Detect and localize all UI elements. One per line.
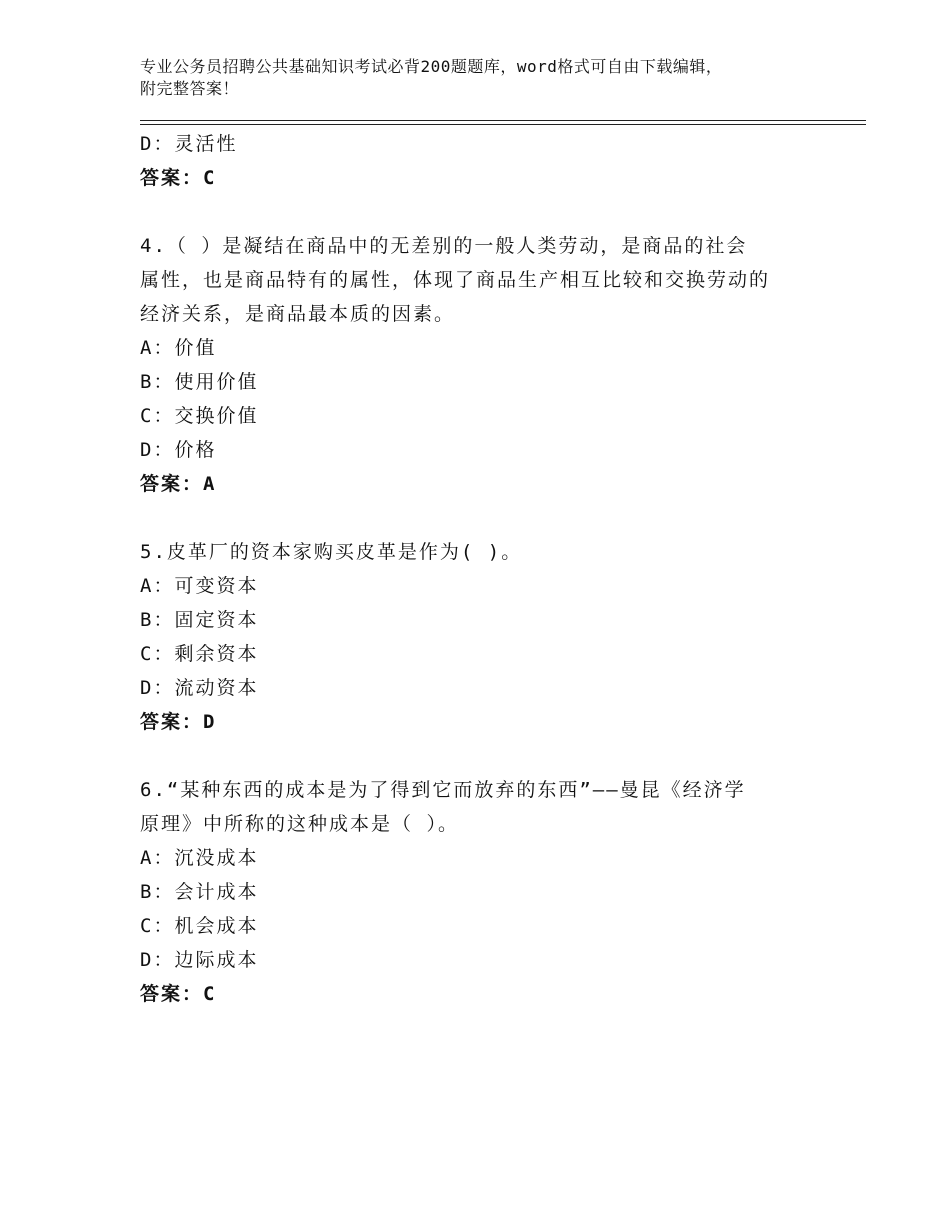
question-stem: 5.皮革厂的资本家购买皮革是作为( )。: [140, 541, 523, 563]
question-stem: 4.（ ）是凝结在商品中的无差别的一般人类劳动，是商品的社会: [140, 235, 748, 257]
question-stem: 属性，也是商品特有的属性，体现了商品生产相互比较和交换劳动的: [140, 269, 771, 291]
option-d: D：边际成本: [140, 949, 259, 971]
option-d: D：流动资本: [140, 677, 259, 699]
option-d: D：灵活性: [140, 133, 238, 155]
question-gap: [140, 739, 840, 773]
option-c: C：交换价值: [140, 405, 259, 427]
option-c: C：机会成本: [140, 915, 259, 937]
header-title-line1: 专业公务员招聘公共基础知识考试必背200题题库，word格式可自由下载编辑，: [140, 57, 723, 76]
option-b: B：会计成本: [140, 881, 259, 903]
question-stem: 原理》中所称的这种成本是（ ）。: [140, 813, 459, 835]
question-gap: [140, 195, 840, 229]
answer-line: 答案：D: [140, 711, 217, 733]
header-divider: [140, 120, 866, 125]
answer-line: 答案：C: [140, 167, 217, 189]
header-title-line2: 附完整答案！: [140, 79, 240, 98]
question-5: [140, 535, 840, 739]
option-a: A：沉没成本: [140, 847, 259, 869]
question-list: [140, 127, 840, 1011]
question-3-tail: [140, 127, 840, 195]
option-b: B：固定资本: [140, 609, 259, 631]
page-header: [140, 56, 840, 100]
question-4: [140, 229, 840, 501]
option-d: D：价格: [140, 439, 217, 461]
question-6: [140, 773, 840, 1011]
answer-line: 答案：C: [140, 983, 217, 1005]
question-stem: 6.“某种东西的成本是为了得到它而放弃的东西”——曼昆《经济学: [140, 779, 746, 801]
option-c: C：剩余资本: [140, 643, 259, 665]
answer-line: 答案：A: [140, 473, 217, 495]
option-b: B：使用价值: [140, 371, 259, 393]
question-stem: 经济关系，是商品最本质的因素。: [140, 303, 456, 325]
option-a: A：可变资本: [140, 575, 259, 597]
question-gap: [140, 501, 840, 535]
option-a: A：价值: [140, 337, 217, 359]
